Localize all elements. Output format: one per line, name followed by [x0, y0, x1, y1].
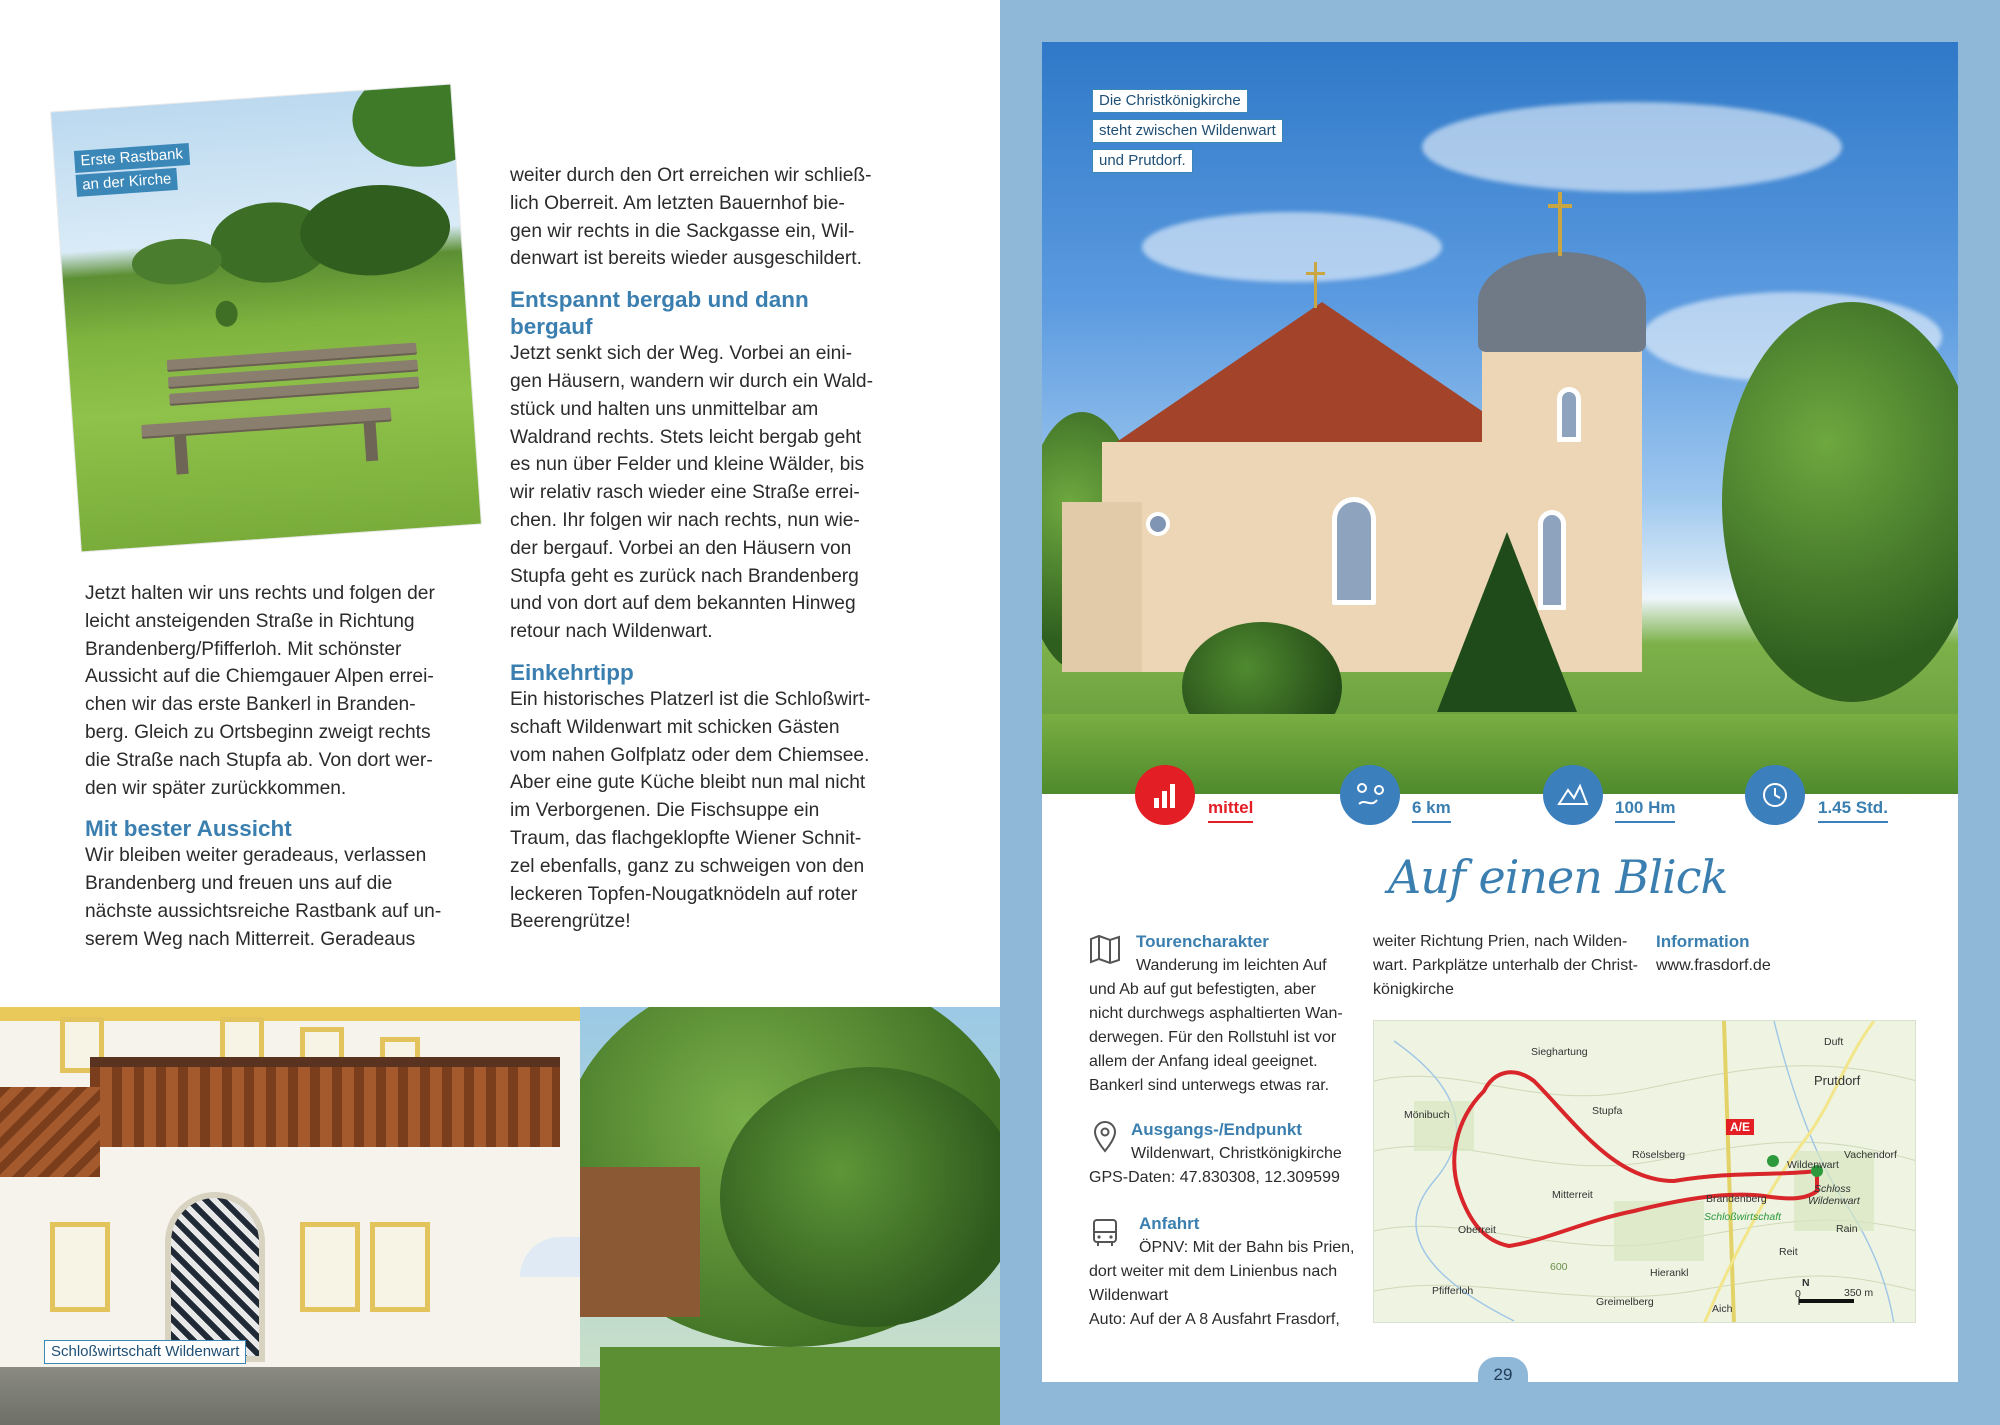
- page-number: 29: [1478, 1357, 1528, 1393]
- info-line: derwegen. Für den Rollstuhl ist vor: [1089, 1029, 1337, 1046]
- info-line: Bankerl sind unterwegs etwas rar.: [1089, 1077, 1330, 1094]
- info-line: dort weiter mit dem Linienbus nach: [1089, 1263, 1338, 1280]
- info-line: nicht durchwegs asphaltierten Wan-: [1089, 1005, 1343, 1022]
- church-side-wing: [1062, 502, 1142, 672]
- information-block: [1656, 930, 1916, 978]
- anfahrt-block: [1089, 1212, 1379, 1332]
- body-line: chen wir das erste Bankerl in Branden-: [85, 694, 416, 716]
- church-caption-line3: und Prutdorf.: [1092, 149, 1193, 173]
- info-line: GPS-Daten: 47.830308, 12.309599: [1089, 1169, 1340, 1186]
- map-label: Wildenwart: [1787, 1159, 1839, 1171]
- map-label: Duft: [1824, 1036, 1844, 1048]
- map-label: Stupfa: [1592, 1105, 1623, 1117]
- map-label: Röselsberg: [1632, 1149, 1686, 1161]
- body-line: gen Häusern, wandern wir durch ein Wald-: [510, 370, 873, 392]
- map-label: Vachendorf: [1844, 1149, 1897, 1161]
- anfahrt-continued-block: [1373, 930, 1643, 1002]
- heading-einkehrtipp: Einkehrtipp: [510, 659, 634, 685]
- cloud: [1422, 102, 1842, 192]
- map-label: Rain: [1836, 1223, 1858, 1235]
- body-line: vom nahen Golfplatz oder dem Chiemsee.: [510, 744, 870, 766]
- body-line: es nun über Felder und kleine Wälder, bis: [510, 454, 865, 476]
- tower-window: [1557, 387, 1581, 442]
- tower-cross-bar: [1548, 204, 1572, 208]
- church-window: [1332, 497, 1376, 605]
- info-line: weiter Richtung Prien, nach Wilden-: [1373, 933, 1628, 950]
- body-line: nächste aussichtsreiche Rastbank auf un-: [85, 900, 442, 922]
- information-heading: Information: [1656, 932, 1750, 951]
- body-line: weiter durch den Ort erreichen wir schließ-: [510, 165, 872, 186]
- info-line: allem der Anfang ideal geeignet.: [1089, 1053, 1318, 1070]
- map-label: Aich: [1712, 1303, 1733, 1315]
- map-label: Oberreit: [1458, 1224, 1496, 1236]
- roof-cross: [1314, 262, 1317, 308]
- map-label: 600: [1550, 1261, 1568, 1273]
- map-label: Mönibuch: [1404, 1109, 1450, 1121]
- body-line: Waldrand rechts. Stets leicht bergab geht: [510, 426, 862, 448]
- info-line: Auto: Auf der A 8 Ausfahrt Frasdorf,: [1089, 1311, 1340, 1328]
- route-map: [1373, 1020, 1916, 1323]
- info-line: wart. Parkplätze unterhalb der Christ-: [1373, 957, 1638, 974]
- stat-distance: 6 km: [1412, 798, 1451, 823]
- small-bush: [215, 300, 239, 327]
- heading-mit-bester-aussicht: Mit bester Aussicht: [85, 816, 292, 842]
- text-column-2: [510, 162, 930, 936]
- roof-cross-bar: [1306, 272, 1325, 275]
- ausgangspunkt-block: [1089, 1118, 1379, 1190]
- map-scale-zero: 0: [1795, 1288, 1801, 1300]
- body-line: stück und halten uns unmittelbar am: [510, 398, 819, 420]
- info-line: ÖPNV: Mit der Bahn bis Prien,: [1139, 1239, 1355, 1256]
- map-label: Brandenberg: [1706, 1193, 1767, 1205]
- photo-schlosswirtschaft: [0, 1007, 1000, 1425]
- body-line: im Verborgenen. Die Fischsuppe ein: [510, 800, 820, 822]
- stat-duration: 1.45 Std.: [1818, 798, 1888, 823]
- distance-icon: [1340, 765, 1400, 825]
- map-start-end-badge: A/E: [1726, 1119, 1754, 1135]
- body-line: Traum, das flachgeklopfte Wiener Schnit-: [510, 827, 862, 849]
- tower-onion-dome: [1478, 252, 1646, 352]
- inn-entrance-door: [165, 1192, 265, 1362]
- church-caption-line1: Die Christkönigkirche: [1092, 89, 1248, 113]
- map-label: Reit: [1779, 1246, 1798, 1258]
- balcony-rail: [90, 1057, 560, 1067]
- spruce-tree: [1437, 532, 1577, 712]
- body-line: Brandenberg/Pfifferloh. Mit schönster: [85, 638, 402, 660]
- tourencharakter-block: [1089, 930, 1379, 1098]
- body-line: Brandenberg und freuen uns auf die: [85, 873, 393, 895]
- info-line: Wildenwart: [1089, 1287, 1169, 1304]
- body-line: und von dort auf dem bekannten Hinweg: [510, 593, 856, 615]
- large-tree: [720, 1067, 1000, 1327]
- difficulty-icon: [1135, 765, 1195, 825]
- body-line: berg. Gleich zu Ortsbeginn zweigt rechts: [85, 721, 431, 743]
- body-line: serem Weg nach Mitterreit. Geradeaus: [85, 928, 416, 950]
- info-line: königkirche: [1373, 981, 1454, 998]
- map-label: Schloss: [1814, 1183, 1851, 1195]
- body-line: der bergauf. Vorbei an den Häusern von: [510, 537, 852, 559]
- duration-icon: [1745, 765, 1805, 825]
- wooden-staircase: [0, 1087, 100, 1177]
- stat-elevation: 100 Hm: [1615, 798, 1675, 823]
- bench-caption-line2: an der Kirche: [76, 168, 179, 197]
- bench-caption-line1: Erste Rastbank: [74, 143, 190, 173]
- inn-window: [300, 1222, 360, 1312]
- heading-bergab-line1: Entspannt bergab und dann: [510, 287, 809, 313]
- body-line: zel ebenfalls, ganz zu schweigen von den: [510, 855, 865, 877]
- church-caption-line2: steht zwischen Wildenwart: [1092, 119, 1283, 143]
- cloud: [1142, 212, 1442, 282]
- body-line: Beerengrütze!: [510, 911, 631, 933]
- body-line: Wir bleiben weiter geradeaus, verlassen: [85, 845, 427, 867]
- map-drawing: [1374, 1021, 1916, 1323]
- body-line: leicht ansteigenden Straße in Richtung: [85, 610, 415, 632]
- elevation-icon: [1543, 765, 1603, 825]
- map-label: Pfifferloh: [1432, 1285, 1474, 1297]
- map-label: Sieghartung: [1531, 1046, 1588, 1058]
- map-label: Schloßwirtschaft: [1704, 1211, 1782, 1223]
- bench-leg: [363, 421, 378, 462]
- heading-bergab-line2: bergauf: [510, 314, 593, 340]
- map-label: Wildenwart: [1808, 1195, 1860, 1207]
- inn-caption: Schloßwirtschaft Wildenwart: [44, 1340, 246, 1364]
- info-line: Wildenwart, Christkönigkirche: [1131, 1145, 1342, 1162]
- inn-window: [50, 1222, 110, 1312]
- map-label: Greimelberg: [1596, 1296, 1654, 1308]
- body-line: Jetzt senkt sich der Weg. Vorbei an eini-: [510, 343, 852, 365]
- body-line: chen. Ihr folgen wir nach rechts, nun wie-: [510, 509, 860, 531]
- map-label: Hierankl: [1650, 1267, 1689, 1279]
- body-line: gen wir rechts in die Sackgasse ein, Wil-: [510, 220, 855, 242]
- body-line: Jetzt halten wir uns rechts und folgen der: [85, 583, 435, 604]
- body-line: retour nach Wildenwart.: [510, 621, 713, 643]
- tourencharakter-heading: Tourencharakter: [1136, 932, 1269, 951]
- forest-patch: [297, 180, 453, 280]
- wooden-balcony: [90, 1067, 560, 1147]
- map-label: Prutdorf: [1814, 1073, 1861, 1088]
- info-line: und Ab auf gut befestigten, aber: [1089, 981, 1316, 998]
- body-line: leckeren Topfen-Nougatknödeln auf roter: [510, 883, 858, 905]
- stat-difficulty: mittel: [1208, 798, 1253, 823]
- garden-shed: [580, 1167, 700, 1317]
- body-line: Aber eine gute Küche bleibt nun mal nicht: [510, 772, 866, 794]
- map-label: Mitterreit: [1552, 1189, 1593, 1201]
- bench-leg: [174, 434, 189, 475]
- body-line: den wir später zurückkommen.: [85, 777, 347, 799]
- round-window: [1146, 512, 1170, 536]
- inn-window: [370, 1222, 430, 1312]
- forest-patch: [130, 236, 223, 287]
- tower-cross: [1558, 192, 1562, 256]
- body-line: Ein historisches Platzerl ist die Schloßwirt-: [510, 688, 871, 710]
- body-line: die Straße nach Stupfa ab. Von dort wer-: [85, 749, 433, 771]
- text-column-1: [85, 580, 485, 954]
- glance-title: Auf einen Blick: [1388, 850, 1728, 904]
- map-scale-label: 350 m: [1844, 1287, 1874, 1299]
- ausgangspunkt-heading: Ausgangs-/Endpunkt: [1131, 1120, 1302, 1139]
- map-north-arrow: N: [1802, 1277, 1810, 1289]
- body-line: denwart ist bereits wieder ausgeschildert.: [510, 248, 862, 270]
- lawn: [600, 1347, 1000, 1425]
- body-line: schaft Wildenwart mit schicken Gästen: [510, 716, 840, 738]
- body-line: Aussicht auf die Chiemgauer Alpen errei-: [85, 666, 434, 688]
- photo-christkoenigkirche: [1042, 42, 1958, 794]
- info-line: Wanderung im leichten Auf: [1136, 957, 1327, 974]
- body-line: wir relativ rasch wieder eine Straße errei-: [510, 482, 860, 504]
- photo-rest-bench: [51, 85, 481, 552]
- body-line: lich Oberreit. Am letzten Bauernhof bie-: [510, 192, 845, 214]
- anfahrt-heading: Anfahrt: [1139, 1214, 1200, 1233]
- body-line: Stupfa geht es zurück nach Brandenberg: [510, 565, 859, 587]
- information-link[interactable]: www.frasdorf.de: [1656, 957, 1771, 974]
